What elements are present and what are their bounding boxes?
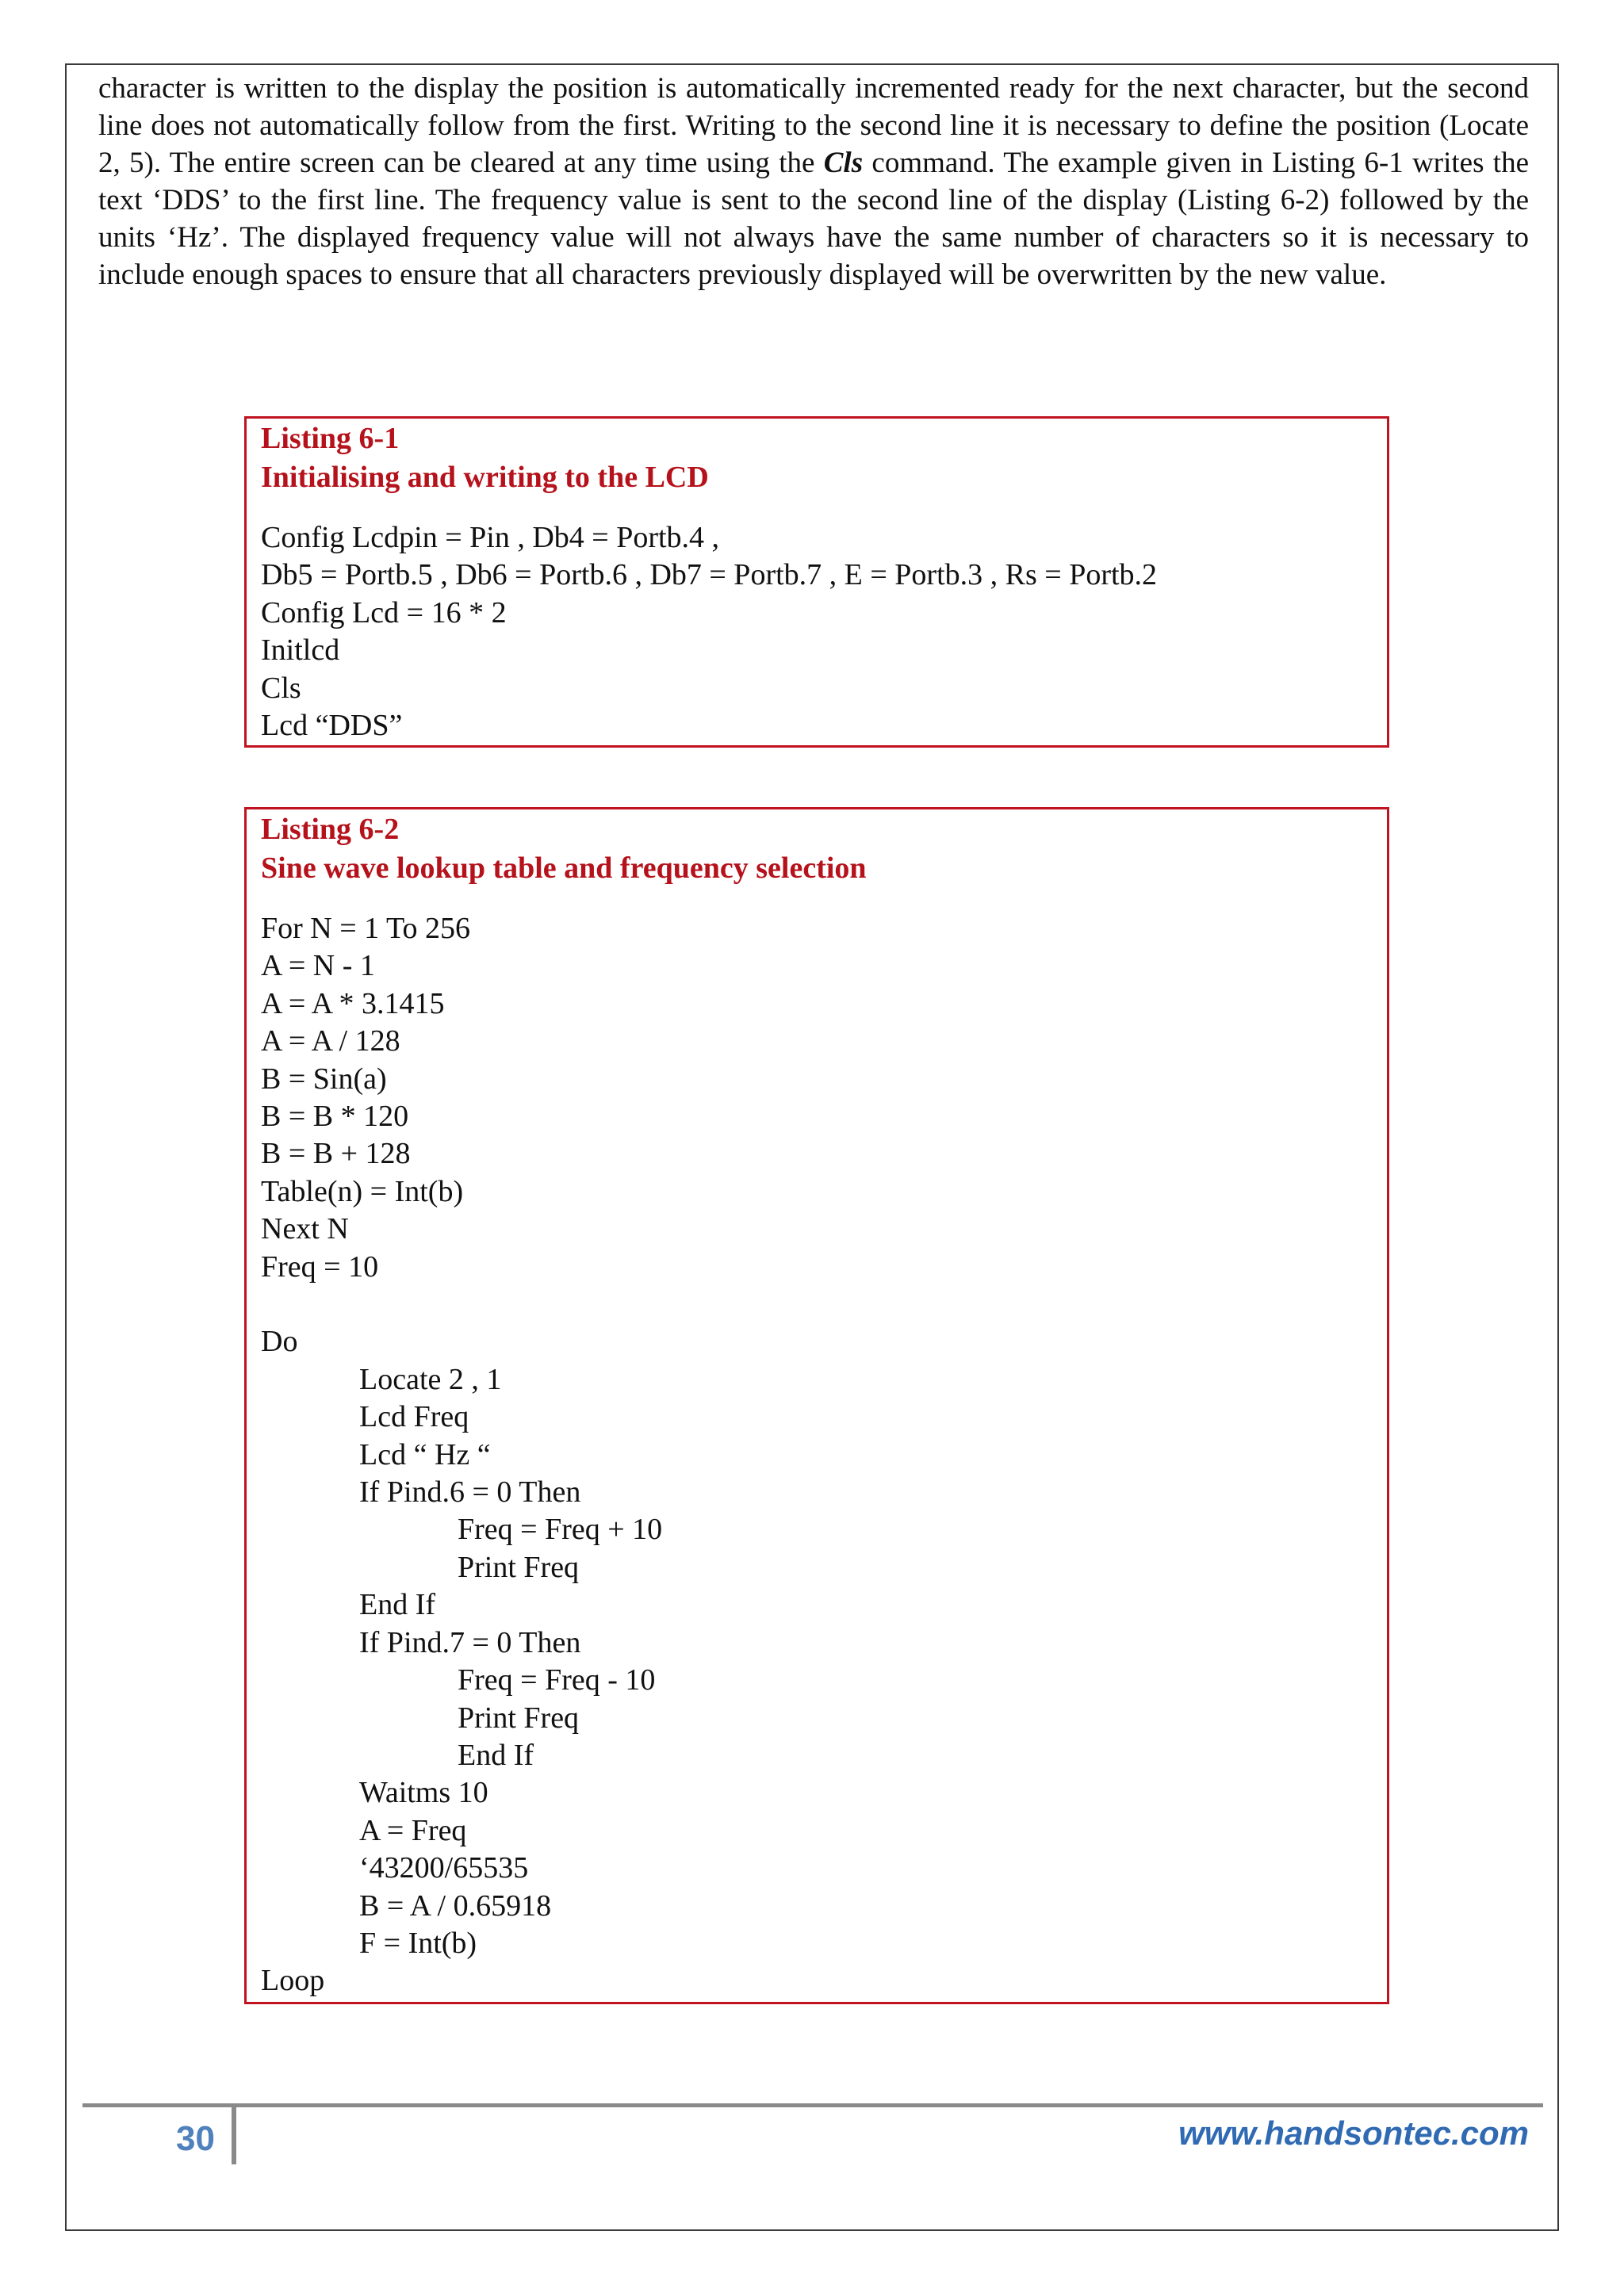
code-line: Db5 = Portb.5 , Db6 = Portb.6 , Db7 = Portb.7 , E = Portb.3 , Rs = Portb.2 [261,558,1158,592]
code-line: Print Freq [458,1701,580,1735]
code-line: Do [261,1325,298,1359]
listing-6-1-number: Listing 6-1 [261,422,400,455]
code-line: B = Sin(a) [261,1062,387,1096]
code-line: Lcd Freq [359,1400,469,1434]
listing-6-2-title: Sine wave lookup table and frequency selection [261,851,867,885]
code-line: For N = 1 To 256 [261,912,471,945]
code-line: Config Lcdpin = Pin , Db4 = Portb.4 , [261,521,720,554]
listing-6-2-code [261,910,1373,2000]
footer-rule [82,2103,1543,2107]
code-line [261,1286,1373,1323]
code-line: A = A * 3.1415 [261,986,445,1020]
code-line: Initlcd [261,633,340,668]
code-line: If Pind.7 = 0 Then [359,1625,581,1659]
code-line: Cls [261,671,301,705]
code-line: Freq = 10 [261,1249,379,1284]
code-line: Config Lcd = 16 * 2 [261,595,507,629]
listing-6-2-box [244,807,1389,2004]
code-line: A = Freq [359,1813,467,1847]
intro-text-part1: character is written to the display the position is automatically incremented ready for the next character, but the second line does not automatically follow from the first. Writing to the second line it is necessary to define the position (Locate 2, 5). The entire screen can be cleared at any time using the [98,72,1529,179]
code-line: Table(n) = Int(b) [261,1174,464,1208]
page-number: 30 [176,2119,215,2158]
listing-6-1-box [244,416,1389,748]
intro-cls-command: Cls [823,147,864,179]
code-line: Waitms 10 [359,1776,488,1810]
intro-paragraph [98,70,1529,293]
code-line: Freq = Freq + 10 [458,1513,663,1547]
code-line: Freq = Freq - 10 [458,1663,656,1697]
code-line: ‘43200/65535 [359,1851,529,1885]
listing-6-1-code [261,519,1373,744]
page-number-divider [232,2107,236,2164]
code-line: End If [458,1738,534,1772]
code-line: Loop [261,1964,325,1998]
code-line: End If [359,1588,436,1622]
code-line: Lcd “DDS” [261,709,403,743]
code-line: Print Freq [458,1550,580,1584]
code-line: A = N - 1 [261,949,375,983]
website-link[interactable]: www.handsontec.com [1178,2114,1529,2152]
code-line: Lcd “ Hz “ [359,1437,491,1471]
code-line: B = B * 120 [261,1100,409,1134]
intro-text-part2: command. The example given in Listing 6-1 writes the text ‘DDS’ to the first line. The frequency value is sent to the second line of the display (Listing 6-2) followed by the units ‘Hz’. The displayed frequency value will not always have the same number of characters so it is necessary to include enough spaces to ensure that all characters previously displayed will be overwritten by the new value. [98,147,1529,291]
code-line: Next N [261,1212,349,1246]
code-line: B = B + 128 [261,1137,411,1171]
code-line: Locate 2 , 1 [359,1362,502,1396]
listing-6-2-number: Listing 6-2 [261,813,400,846]
code-line: B = A / 0.65918 [359,1888,552,1923]
code-line: If Pind.6 = 0 Then [359,1475,581,1510]
code-line: F = Int(b) [359,1926,477,1960]
code-line: A = A / 128 [261,1024,400,1058]
listing-6-1-title: Initialising and writing to the LCD [261,461,709,494]
